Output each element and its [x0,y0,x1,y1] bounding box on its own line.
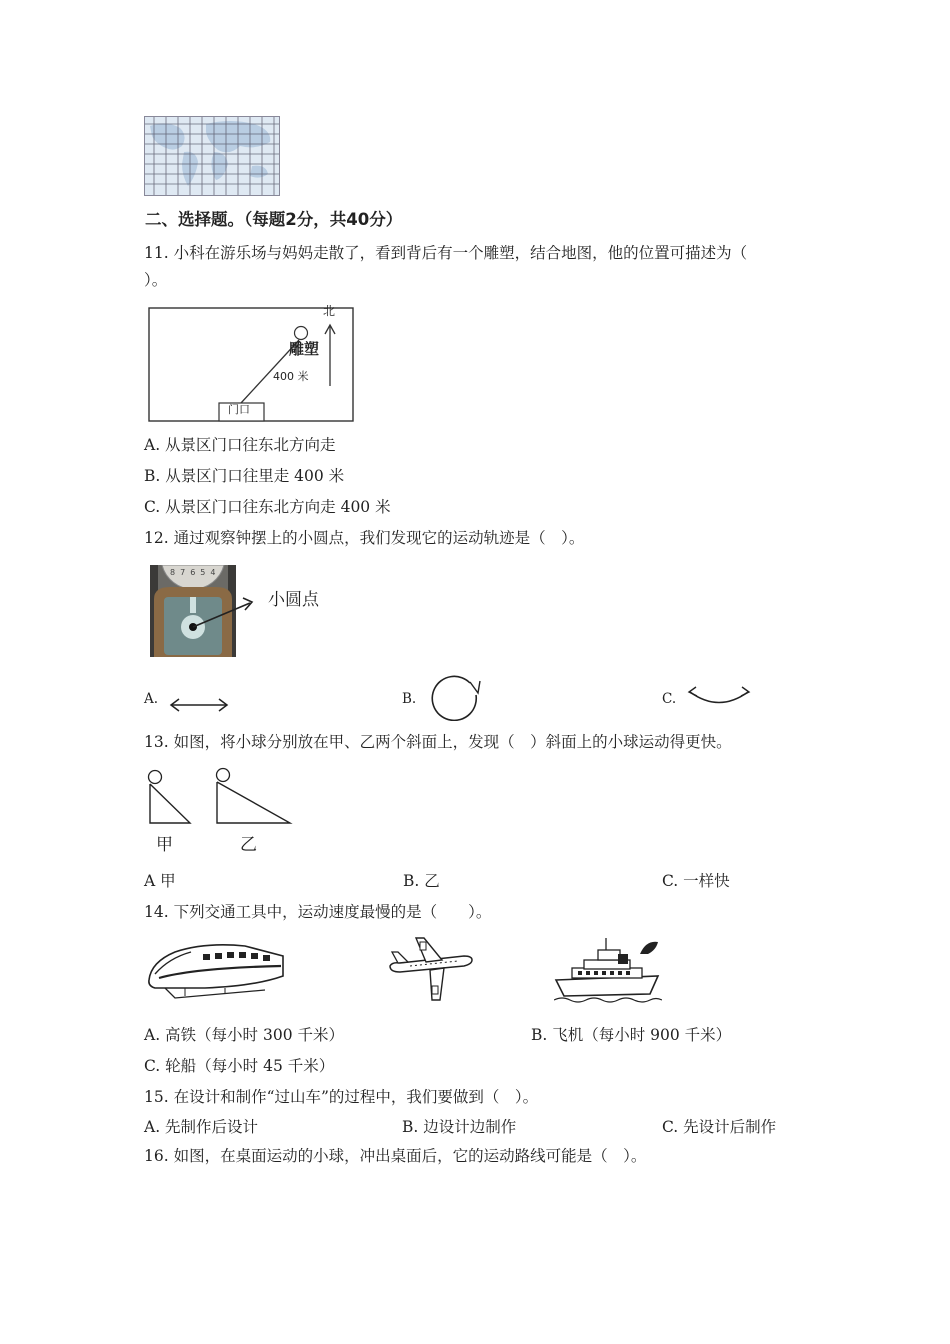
q12-stem: 12. 通过观察钟摆上的小圆点，我们发现它的运动轨迹是（ ）。 [144,529,585,547]
q11-option-c: C. 从景区门口往东北方向走 400 米 [144,498,391,516]
q12-option-a-label: A. [144,691,159,707]
ship-image [554,936,662,1008]
slope-yi-label: 乙 [240,835,257,855]
q12-option-b-label: B. [402,691,417,707]
q13-option-b: B. 乙 [403,872,440,890]
q11-stem-line1: 11. 小科在游乐场与妈妈走散了，看到背后有一个雕塑，结合地图，他的位置可描述为（ [144,244,748,262]
high-speed-train-image [145,938,287,1004]
q14-option-c: C. 轮船（每小时 45 千米） [144,1057,335,1075]
q11-map-figure [148,302,358,424]
q15-stem: 15. 在设计和制作“过山车”的过程中，我们要做到（ ）。 [144,1088,539,1106]
q13-option-a: A 甲 [144,872,176,890]
gate-label: 门口 [228,403,250,416]
circle-arrow-icon [424,669,484,725]
clock-numbers: 87654 [170,568,221,577]
q11-option-a: A. 从景区门口往东北方向走 [144,436,336,454]
q13-option-c: C. 一样快 [662,872,730,890]
q16-stem: 16. 如图，在桌面运动的小球，冲出桌面后，它的运动路线可能是（ ）。 [144,1147,647,1165]
slopes-figure [146,766,296,856]
ball-yi [217,769,230,782]
statue-label: 雕塑 [289,340,320,358]
q13-stem: 13. 如图，将小球分别放在甲、乙两个斜面上，发现（ ）斜面上的小球运动得更快。 [144,733,732,751]
q11-stem-line2: ）。 [144,271,168,289]
q15-option-a: A. 先制作后设计 [144,1118,259,1136]
q14-option-b: B. 飞机（每小时 900 千米） [531,1026,732,1044]
q11-option-b: B. 从景区门口往里走 400 米 [144,467,345,485]
world-map-grid-image [144,116,280,196]
dot-label: 小圆点 [268,590,319,610]
q15-option-b: B. 边设计边制作 [402,1118,517,1136]
q14-stem: 14. 下列交通工具中，运动速度最慢的是（ ）。 [144,903,492,921]
slope-jia-label: 甲 [156,835,173,855]
arc-arrow-icon [684,683,754,715]
q12-option-c-label: C. [662,691,677,707]
pendulum-clock-figure [150,565,340,660]
ball-jia [149,771,162,784]
q15-option-c: C. 先设计后制作 [662,1118,777,1136]
q14-option-a: A. 高铁（每小时 300 千米） [144,1026,344,1044]
slope-yi [217,782,290,823]
slope-jia [150,784,190,823]
north-label: 北 [323,304,336,318]
distance-label: 400 米 [273,370,309,383]
section-title: 二、选择题。（每题2分，共40分） [145,210,403,229]
airplane-image [386,932,474,1008]
double-arrow-icon [168,696,230,718]
